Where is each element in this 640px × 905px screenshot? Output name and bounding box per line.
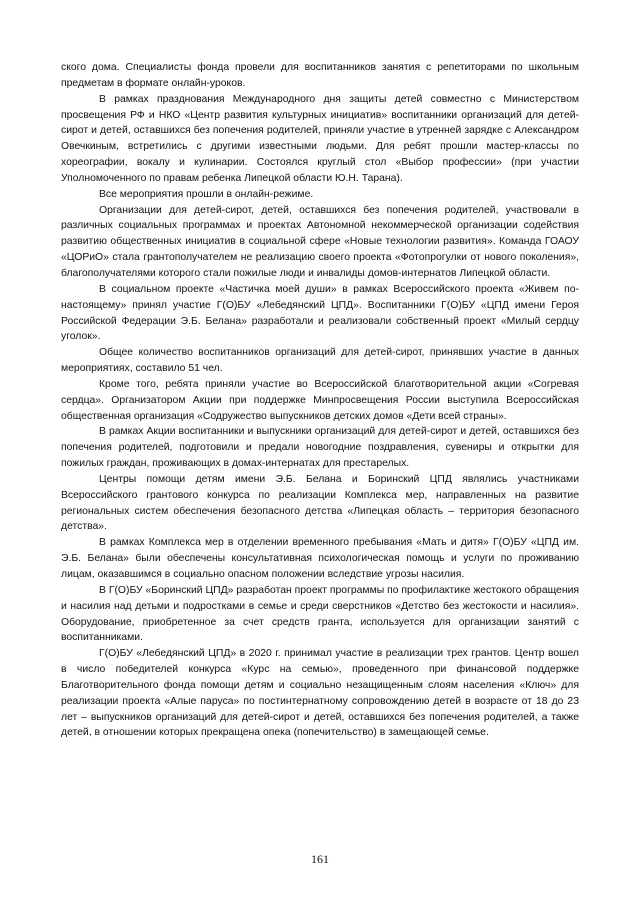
paragraph-social-programs: Организации для детей-сирот, детей, оставшихся без попечения родителей, участвовали в различных социальных программах и проектах Автономной некоммерческой организации содействия развитию общественных инициатив в социальной сфере «Новые технологии развития». Команда ГОАОУ «ЦОРиО» стала грантополучателем не реализацию своего проекта «Фотопрогулки от нового поколения», благополучателями которого стали пожилые люди и инвалиды домов-интернатов Липецкой области. [61, 204, 579, 279]
paragraph-participant-count: Общее количество воспитанников организаций для детей-сирот, принявших участие в данных мероприятиях, составило 51 чел. [61, 347, 579, 375]
paragraph-mother-child: В рамках Комплекса мер в отделении временного пребывания «Мать и дитя» Г(О)БУ «ЦПД им. Э.Б. Белана» были обеспечены консультативная психологическая помощь и услуги по проживанию лицам, оказавшимся в социально опасном положении вследствие угрозы насилия. [61, 537, 579, 580]
paragraph-greetings: В рамках Акции воспитанники и выпускники организаций для детей-сирот и детей, оставшихся без попечения родителей, подготовили и предали новогодние поздравления, сувениры и открытки для пожилых граждан, проживающих в домах-интернатах для престарелых. [61, 426, 579, 470]
paragraph-lebedyan-grants: Г(О)БУ «Лебедянский ЦПД» в 2020 г. принимал участие в реализации трех грантов. Центр вошел в число победителей конкурса «Курс на семью», проведенного при финансовой поддержке Благотворительного фонда помощи детям и социально незащищенным слоям населения «Ключ» для реализации проекта «Алые паруса» по постинтернатному сопровождению детей в возрасте от 18 до 23 лет – выпускников организаций для детей-сирот и детей, оставшихся без попечения родителей, а также детей, в отношении которых прекращена опека (попечительство) в замещающей семье. [61, 648, 579, 739]
page-body [61, 60, 579, 741]
paragraph-borinsky-program: В Г(О)БУ «Боринский ЦПД» разработан проект программы по профилактике жестокого обращения и насилия над детьми и подростками в семье и среди сверстников «Детство без жестокости и насилия». Оборудование, приобретенное за счет средств гранта, используется для организации занятий с воспитанниками. [61, 584, 579, 644]
paragraph-grant-contest: Центры помощи детям имени Э.Б. Белана и Боринский ЦПД являлись участниками Всероссийского грантового конкурса по реализации Комплекса мер, направленных на развитие региональных систем обеспечения безопасного детства «Липецкая область – территория безопасного детства». [61, 473, 579, 533]
page-number: 161 [311, 852, 329, 866]
paragraph-protection-day: В рамках празднования Международного дня защиты детей совместно с Министерством просвещения РФ и НКО «Центр развития культурных инициатив» воспитанники организаций для детей-сирот и детей, оставшихся без попечения родителей, приняли участие в утренней зарядке с Александром Овечкиным, встретились с другими известными людьми. Для ребят прошли мастер-классы по хореографии, вокалу и кулинарии. Состоялся круглый стол «Выбор профессии» (при участии Уполномоченного по правам ребенка Липецкой области Ю.Н. Тарана). [61, 93, 579, 184]
paragraph-continuation: ского дома. Специалисты фонда провели для воспитанников занятия с репетиторами по школьным предметам в формате онлайн-уроков. [61, 62, 579, 89]
paragraph-social-project: В социальном проекте «Частичка моей души» в рамках Всероссийского проекта «Живем по-настоящему» принял участие Г(О)БУ «Лебедянский ЦПД». Воспитанники Г(О)БУ «ЦПД имени Героя Российской Федерации Э.Б. Белана» разработали и реализовали собственный проект «Милый сердцу уголок». [61, 283, 579, 343]
paragraph-charity-action: Кроме того, ребята приняли участие во Всероссийской благотворительной акции «Согревая сердца». Организатором Акции при поддержке Минпросвещения России выступила Всероссийская общественная организация «Содружество выпускников детских домов «Дети всей страны». [61, 378, 579, 422]
paragraph-online-mode: Все мероприятия прошли в онлайн-режиме. [99, 188, 314, 200]
